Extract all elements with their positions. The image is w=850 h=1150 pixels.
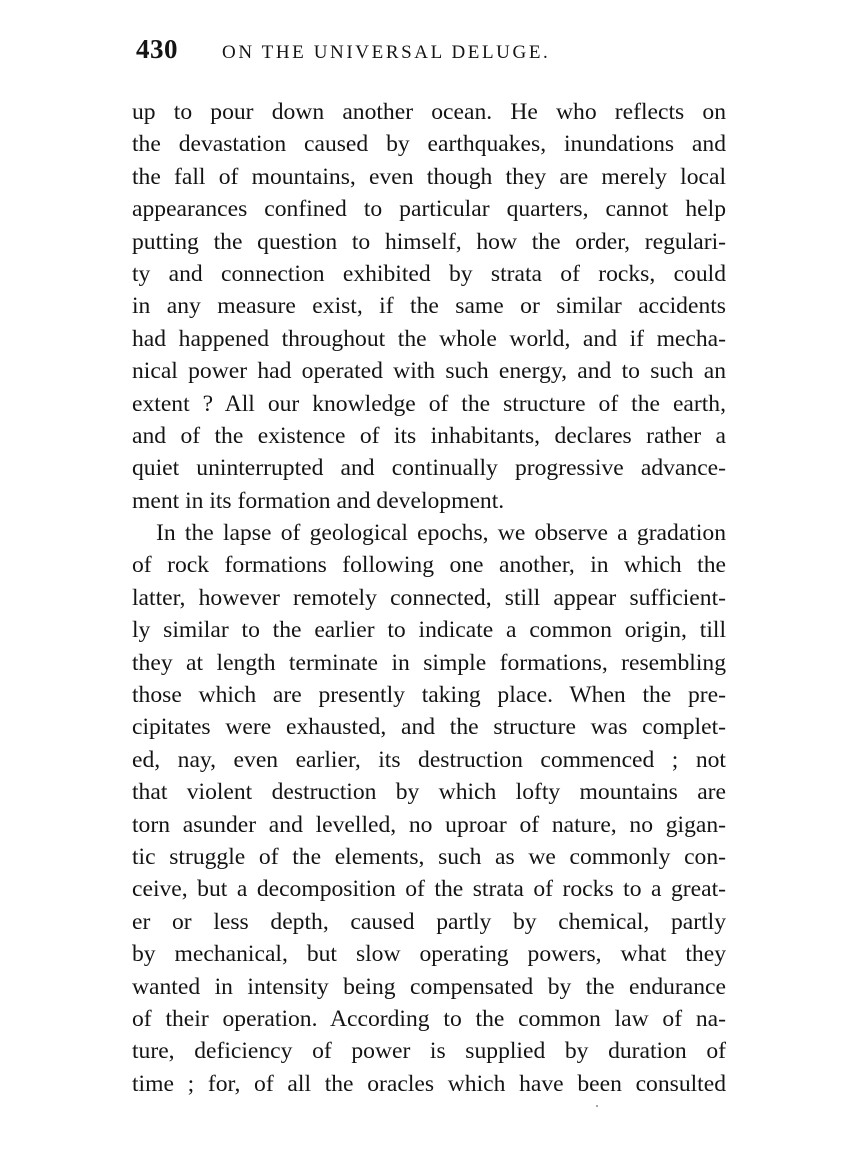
print-speck <box>596 1105 598 1107</box>
body-text <box>132 96 726 1100</box>
text-line: they at length terminate in simple formations, resembling <box>132 649 726 676</box>
text-line: ceive, but a decomposition of the strata of rocks to a great- <box>132 876 726 903</box>
text-line: ed, nay, even earlier, its destruction commenced ; not <box>132 746 726 773</box>
text-line: quiet uninterrupted and continually progressive advance- <box>132 455 726 482</box>
running-head <box>136 34 726 74</box>
text-line: ly similar to the earlier to indicate a common origin, till <box>132 617 726 644</box>
text-line: cipitates were exhausted, and the structure was complet- <box>132 714 726 741</box>
text-line: time ; for, of all the oracles which have been consulted <box>132 1070 726 1097</box>
text-line: had happened throughout the whole world, and if mecha- <box>132 325 726 352</box>
paragraph-2 <box>132 517 726 1100</box>
text-line: those which are presently taking place. When the pre- <box>132 682 726 709</box>
text-line: nical power had operated with such energy, and to such an <box>132 358 726 385</box>
running-title: ON THE UNIVERSAL DELUGE. <box>222 42 551 63</box>
text-line: ty and connection exhibited by strata of rocks, could <box>132 260 726 287</box>
text-line: extent ? All our knowledge of the structure of the earth, <box>132 390 726 417</box>
text-line: wanted in intensity being compensated by the endurance <box>132 973 726 1000</box>
text-line: er or less depth, caused partly by chemical, partly <box>132 908 726 935</box>
text-line: putting the question to himself, how the order, regulari- <box>132 228 726 255</box>
text-line: torn asunder and levelled, no uproar of nature, no gigan- <box>132 811 726 838</box>
text-line: in any measure exist, if the same or similar accidents <box>132 293 726 320</box>
text-line: of their operation. According to the common law of na- <box>132 1005 726 1032</box>
text-line: latter, however remotely connected, still appear sufficient- <box>132 584 726 611</box>
text-line: of rock formations following one another, in which the <box>132 552 726 579</box>
text-line: appearances confined to particular quarters, cannot help <box>132 196 726 223</box>
text-line: up to pour down another ocean. He who reflects on <box>132 99 726 125</box>
text-line: the fall of mountains, even though they are merely local <box>132 163 726 190</box>
text-line: by mechanical, but slow operating powers, what they <box>132 941 726 968</box>
text-line: the devastation caused by earthquakes, inundations and <box>132 131 726 158</box>
page-number: 430 <box>136 34 178 64</box>
text-line: In the lapse of geological epochs, we observe a gradation <box>156 520 726 547</box>
text-line: tic struggle of the elements, such as we commonly con- <box>132 843 726 870</box>
text-line: ment in its formation and development. <box>132 487 505 514</box>
text-line: ture, deficiency of power is supplied by duration of <box>132 1038 726 1065</box>
text-line: that violent destruction by which lofty mountains are <box>132 779 726 806</box>
paragraph-1 <box>132 96 726 517</box>
text-line: and of the existence of its inhabitants, declares rather a <box>132 422 726 449</box>
